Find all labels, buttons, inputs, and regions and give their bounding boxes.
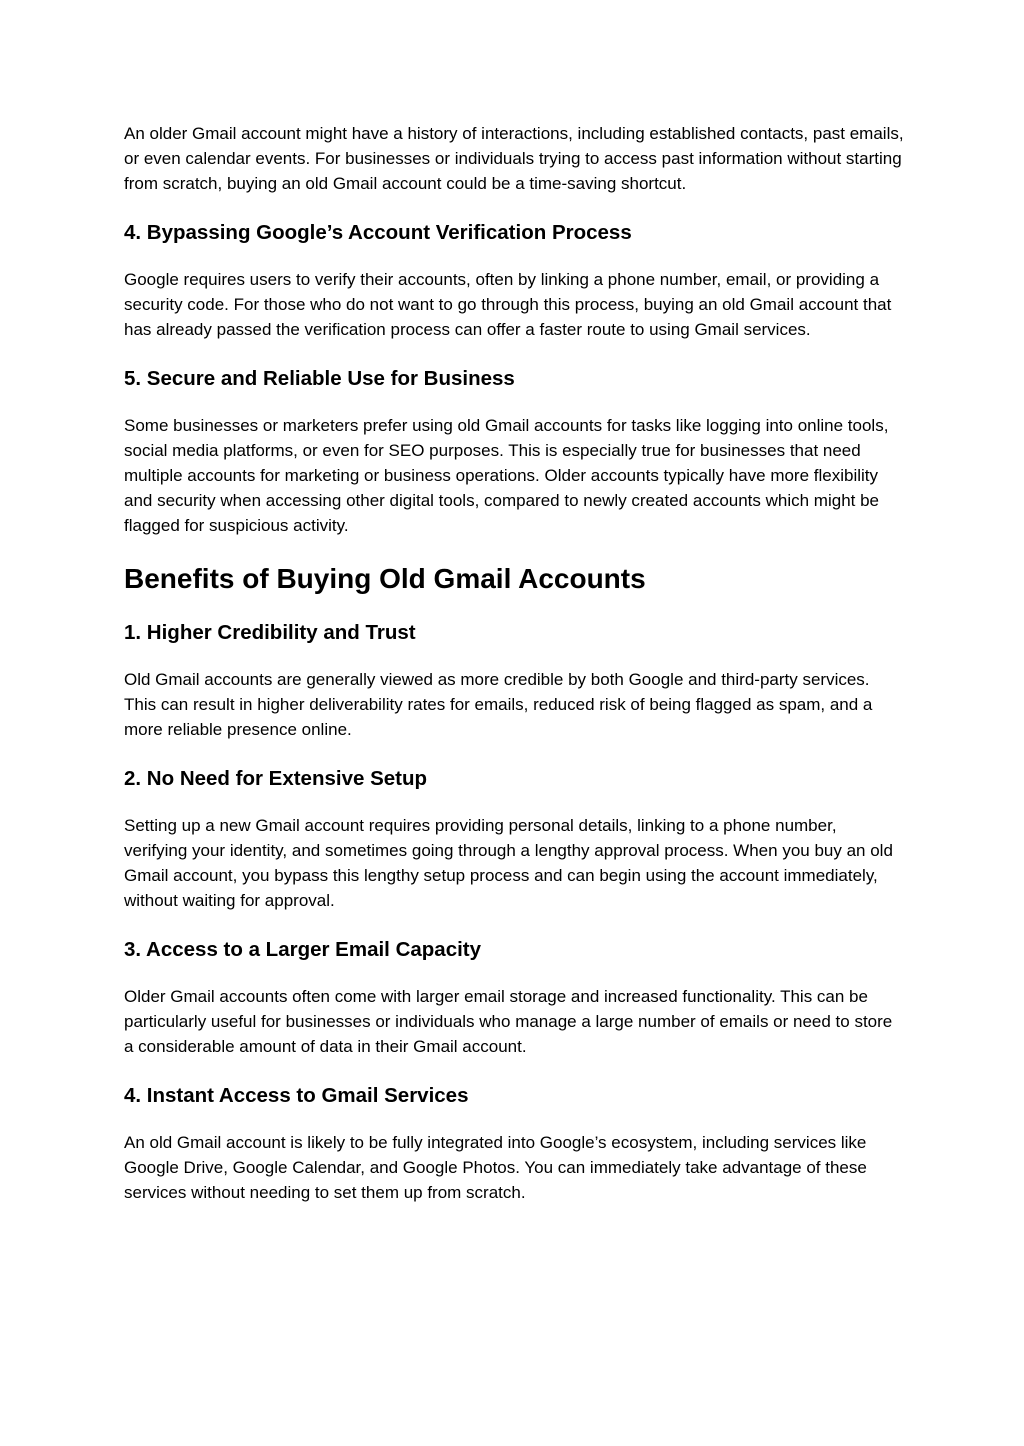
- paragraph-no-extensive-setup: Setting up a new Gmail account requires providing personal details, linking to a phone number, verifying your identity, and sometimes going through a lengthy approval process. When you buy an old Gmail account, you bypass this lengthy setup process and can begin using the account immediately, without waiting for approval.: [124, 816, 893, 910]
- paragraph-instant-access: An old Gmail account is likely to be fully integrated into Google’s ecosystem, including services like Google Drive, Google Calendar, and Google Photos. You can immediately take advantage of these services without needing to set them up from scratch.: [124, 1133, 867, 1202]
- paragraph-secure-business-use: Some businesses or marketers prefer using old Gmail accounts for tasks like logging into online tools, social media platforms, or even for SEO purposes. This is especially true for businesses that need multiple accounts for marketing or business operations. Older accounts typically have more flexibility and security when accessing other digital tools, compared to newly created accounts which might be flagged for suspicious activity.: [124, 416, 889, 535]
- paragraph-bypassing-verification: Google requires users to verify their accounts, often by linking a phone number, email, or providing a security code. For those who do not want to go through this process, buying an old Gmail account that has already passed the verification process can offer a faster route to using Gmail services.: [124, 270, 892, 339]
- section-title-benefits: Benefits of Buying Old Gmail Accounts: [124, 563, 646, 594]
- paragraph-credibility-trust: Old Gmail accounts are generally viewed as more credible by both Google and third-party services. This can result in higher deliverability rates for emails, reduced risk of being flagged as spam, and a more reliable presence online.: [124, 670, 873, 739]
- heading-larger-email-capacity: 3. Access to a Larger Email Capacity: [124, 938, 482, 961]
- heading-credibility-trust: 1. Higher Credibility and Trust: [124, 621, 416, 644]
- document-page: [124, 121, 904, 1205]
- heading-secure-business-use: 5. Secure and Reliable Use for Business: [124, 367, 515, 390]
- intro-paragraph: An older Gmail account might have a history of interactions, including established contacts, past emails, or even calendar events. For businesses or individuals trying to access past information without starting from scratch, buying an old Gmail account could be a time-saving shortcut.: [124, 124, 904, 193]
- paragraph-larger-email-capacity: Older Gmail accounts often come with larger email storage and increased functionality. This can be particularly useful for businesses or individuals who manage a large number of emails or need to store a considerable amount of data in their Gmail account.: [124, 987, 893, 1056]
- heading-no-extensive-setup: 2. No Need for Extensive Setup: [124, 767, 428, 790]
- heading-instant-access: 4. Instant Access to Gmail Services: [124, 1084, 469, 1107]
- heading-bypassing-verification: 4. Bypassing Google’s Account Verification Process: [124, 221, 632, 244]
